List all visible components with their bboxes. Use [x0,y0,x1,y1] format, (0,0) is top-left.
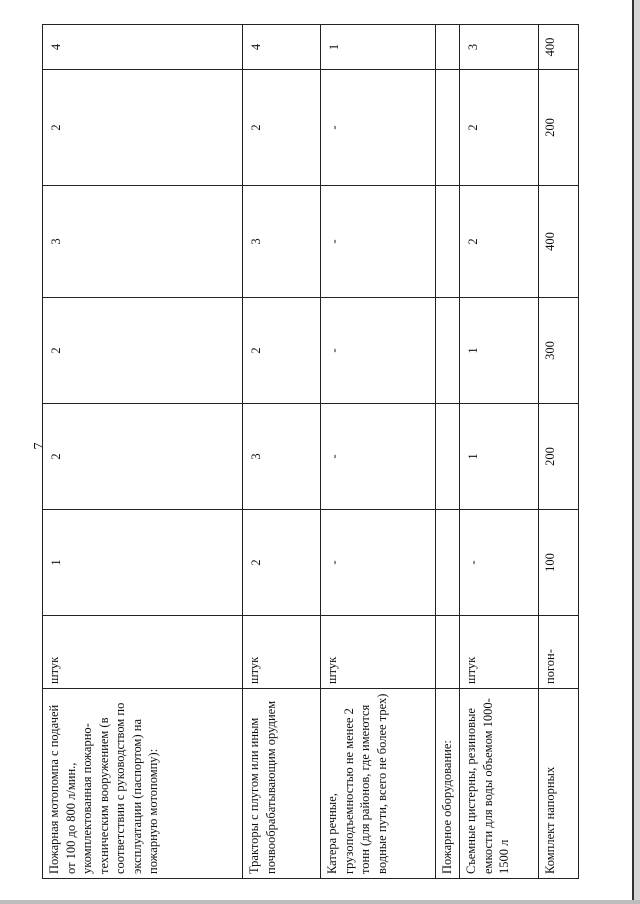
equipment-table [42,24,579,879]
section-heading: Пожарное оборудование: [436,689,460,879]
table-row [460,25,539,879]
item-name: Катера речные, грузоподъемностью не менее 2 тонн (для районов, где имеются водные пути, всего не более трех) [321,689,436,879]
value-cell: 2 [460,70,539,186]
value-cell: 2 [460,186,539,298]
value-cell: 1 [43,510,243,616]
value-cell [436,298,460,404]
value-cell: 2 [243,70,321,186]
value-cell: 2 [243,298,321,404]
value-cell: 100 [539,510,579,616]
value-cell: - [321,186,436,298]
value-cell: 1 [460,298,539,404]
page-edge-line [632,0,634,904]
table-row [321,25,436,879]
value-cell: 200 [539,70,579,186]
item-name: Комплект напорных [539,689,579,879]
value-cell: 3 [243,186,321,298]
value-cell: 300 [539,298,579,404]
table-row [436,25,460,879]
value-cell: 200 [539,404,579,510]
value-cell: - [321,298,436,404]
value-cell: 4 [243,25,321,70]
value-cell: 2 [43,298,243,404]
unit-cell [436,616,460,689]
rotated-table-wrapper [42,25,578,879]
value-cell: - [460,510,539,616]
value-cell: 1 [460,404,539,510]
page-edge-shadow [634,0,640,904]
unit-cell: штук [460,616,539,689]
value-cell [436,404,460,510]
value-cell: 2 [43,404,243,510]
table-row [43,25,243,879]
value-cell: - [321,404,436,510]
table-row [539,25,579,879]
value-cell: 400 [539,186,579,298]
value-cell: 3 [243,404,321,510]
page-number: 7 [32,442,47,450]
unit-cell: штук [43,616,243,689]
value-cell [436,25,460,70]
table-row [243,25,321,879]
item-name: Съемные цистерны, резиновые емкости для воды объемом 1000-1500 л [460,689,539,879]
value-cell: - [321,510,436,616]
value-cell: 2 [43,70,243,186]
unit-cell: погон- [539,616,579,689]
value-cell [436,70,460,186]
value-cell: 4 [43,25,243,70]
value-cell: 3 [43,186,243,298]
page-bottom-shadow [0,900,640,904]
unit-cell: штук [321,616,436,689]
value-cell [436,186,460,298]
value-cell: 1 [321,25,436,70]
value-cell: 2 [243,510,321,616]
value-cell [436,510,460,616]
unit-cell: штук [243,616,321,689]
value-cell: - [321,70,436,186]
item-name: Пожарная мотопомпа с подачей от 100 до 800 л/мин., укомплектованная пожарно-техническим вооружением (в соответствии с руководством по эксплуатации (паспортом) на пожарную мотопомпу): [43,689,243,879]
item-name: Тракторы с плугом или иным почвообрабатывающим орудием [243,689,321,879]
value-cell: 400 [539,25,579,70]
value-cell: 3 [460,25,539,70]
